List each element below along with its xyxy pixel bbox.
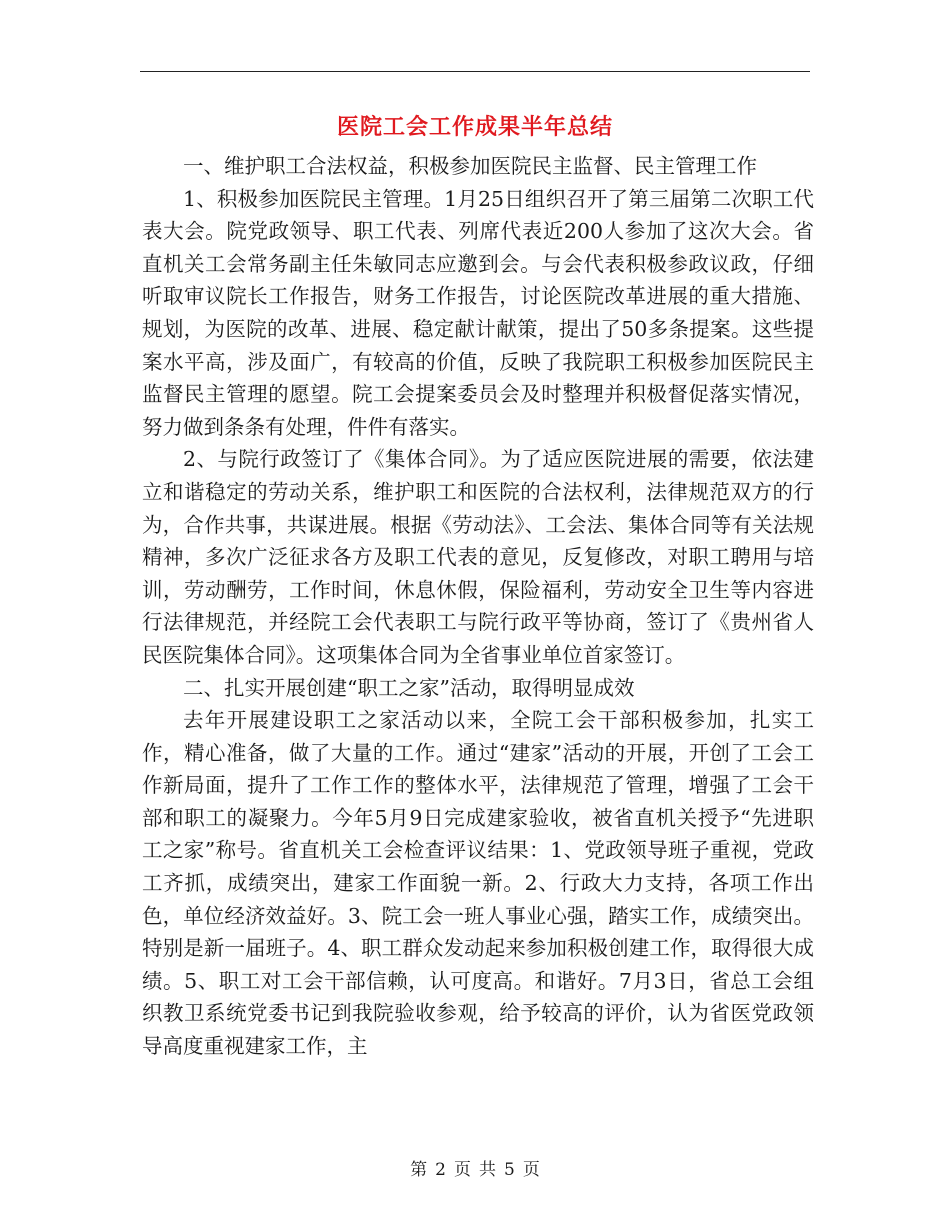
paragraph-collective-contract: 2、与院行政签订了《集体合同》。为了适应医院进展的需要，依法建立和谐稳定的劳动关系，维护职工和医院的合法权利，法律规范双方的行为，合作共事，共谋进展。根据《劳动法》、工会法、集体合同等有关法规精神，多次广泛征求各方及职工代表的意见，反复修改，对职工聘用与培训，劳动酬劳，工作时间，休息休假，保险福利，劳动安全卫生等内容进行法律规范，并经院工会代表职工与院行政平等协商，签订了《贵州省人民医院集体合同》。这项集体合同为全省事业单位首家签订。 bbox=[142, 447, 814, 667]
footer-total-pages: 5 bbox=[504, 1160, 515, 1180]
footer-current-page: 2 bbox=[435, 1160, 446, 1180]
heading-section-2: 二、扎实开展创建“职工之家”活动，取得明显成效 bbox=[183, 675, 635, 700]
header-rule bbox=[140, 71, 810, 72]
page-footer bbox=[0, 1155, 950, 1180]
footer-suffix: 页 bbox=[522, 1160, 540, 1180]
footer-prefix: 第 bbox=[410, 1160, 428, 1180]
heading-section-1: 一、维护职工合法权益，积极参加医院民主监督、民主管理工作 bbox=[183, 154, 757, 178]
footer-total-label: 共 bbox=[479, 1160, 496, 1180]
paragraph-democratic-management: 1、积极参加医院民主管理。1月25日组织召开了第三届第二次职工代表大会。院党政领导、职工代表、列席代表近200人参加了这次大会。省直机关工会常务副主任朱敏同志应邀到会。与会代表积极参政议政，仔细听取审议院长工作报告，财务工作报告，讨论医院改革进展的重大措施、规划，为医院的改革、进展、稳定献计献策，提出了50多条提案。这些提案水平高，涉及面广，有较高的价值，反映了我院职工积极参加医院民主监督民主管理的愿望。院工会提案委员会及时整理并积极督促落实情况，努力做到条条有处理，件件有落实。 bbox=[142, 186, 814, 439]
footer-page-label: 页 bbox=[454, 1160, 471, 1180]
document-title: 医院工会工作成果半年总结 bbox=[336, 114, 613, 140]
paragraph-workers-home: 去年开展建设职工之家活动以来，全院工会干部积极参加，扎实工作，精心准备，做了大量的工作。通过“建家”活动的开展，开创了工会工作新局面，提升了工作工作的整体水平，法律规范了管理，增强了工会干部和职工的凝聚力。今年5月9日完成建家验收，被省直机关授予“先进职工之家”称号。省直机关工会检查评议结果：1、党政领导班子重视，党政工齐抓，成绩突出，建家工作面貌一新。2、行政大力支持，各项工作出色，单位经济效益好。3、院工会一班人事业心强，踏实工作，成绩突出。特别是新一届班子。4、职工群众发动起来参加积极创建工作，取得很大成绩。5、职工对工会干部信赖，认可度高。和谐好。7月3日，省总工会组织教卫系统党委书记到我院验收参观，给予较高的评价，认为省医党政领导高度重视建家工作，主 bbox=[142, 708, 814, 1059]
document-body bbox=[142, 150, 814, 1063]
